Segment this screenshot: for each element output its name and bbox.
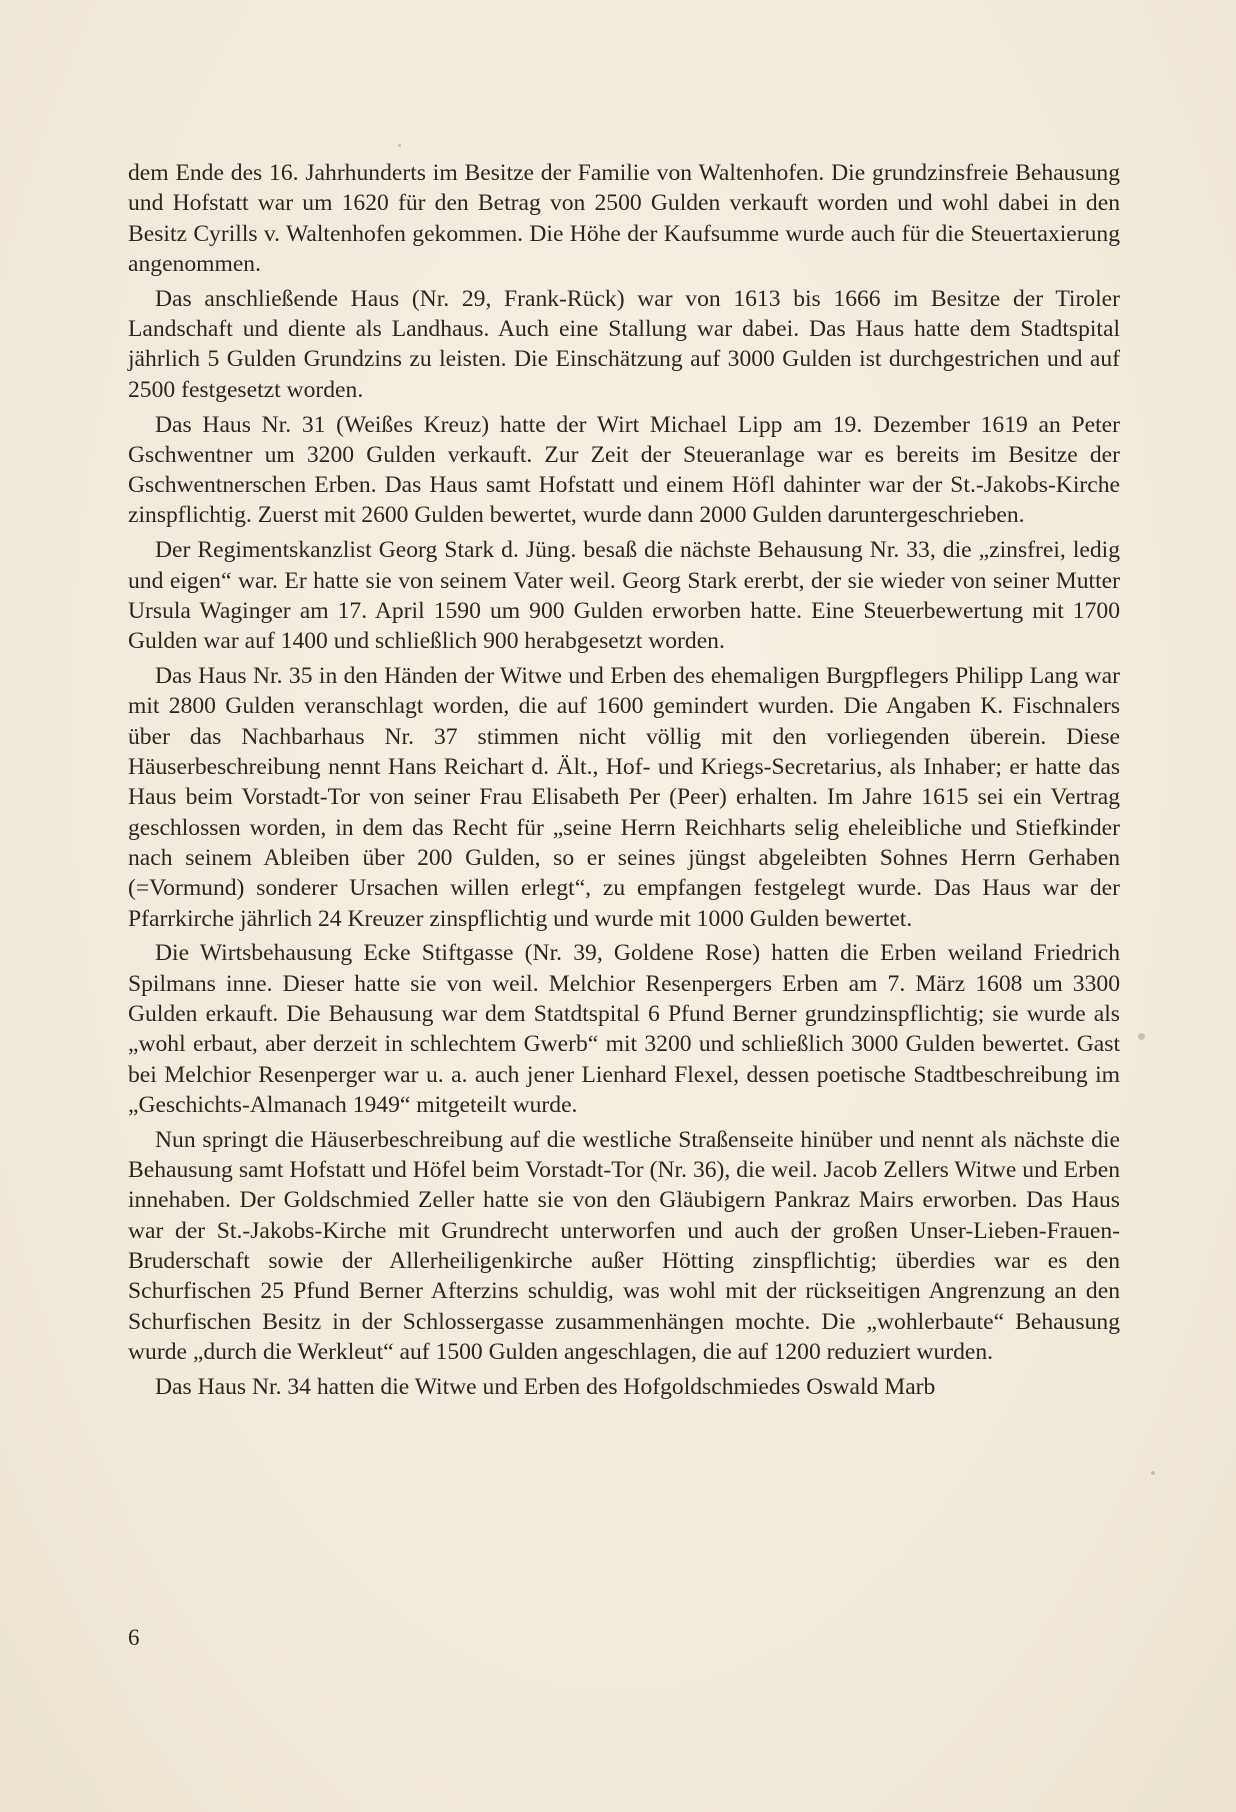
paragraph: Die Wirtsbehausung Ecke Stiftgasse (Nr. 39, Goldene Rose) hatten die Erben weiland Friedrich Spilmans inne. Dieser hatte sie von weil. Melchior Resenpergers Erben am 7. März 1608 um 3300 Gulden erkauft. Die Behausung war dem Statdtspital 6 Pfund Berner grundzinspflichtig; sie wurde als „wohl erbaut, aber derzeit in schlechtem Gwerb“ mit 3200 und schließlich 3000 Gulden bewertet. Gast bei Melchior Resenperger war u. a. auch jener Lienhard Flexel, dessen poetische Stadtbeschreibung im „Geschichts-Almanach 1949“ mitgeteilt wurde. [128,940,1120,1118]
paragraph: Das anschließende Haus (Nr. 29, Frank-Rück) war von 1613 bis 1666 im Besitze der Tiroler Landschaft und diente als Landhaus. Auch eine Stallung war dabei. Das Haus hatte dem Stadtspital jährlich 5 Gulden Grundzins zu leisten. Die Einschätzung auf 3000 Gulden ist durchgestrichen und auf 2500 festgesetzt worden. [128,285,1120,403]
paragraph: dem Ende des 16. Jahrhunderts im Besitze der Familie von Waltenhofen. Die grundzinsfreie Behausung und Hofstatt war um 1620 für den Betrag von 2500 Gulden verkauft worden und wohl dabei in den Besitz Cyrills v. Waltenhofen gekommen. Die Höhe der Kaufsumme wurde auch für die Steuertaxierung angenommen. [128,160,1120,277]
page-number: 6 [128,1625,140,1650]
paper-speck [398,144,401,147]
body-text [128,158,1120,1407]
paper-speck [1151,1471,1155,1475]
paper-speck [1138,1033,1145,1040]
paragraph: Das Haus Nr. 34 hatten die Witwe und Erben des Hofgoldschmiedes Oswald Marb [155,1373,936,1400]
paragraph: Nun springt die Häuserbeschreibung auf die westliche Straßenseite hinüber und nennt als nächste die Behausung samt Hofstatt und Höfel beim Vorstadt-Tor (Nr. 36), die weil. Jacob Zellers Witwe und Erben innehaben. Der Goldschmied Zeller hatte sie von den Gläubigern Pankraz Mairs erworben. Das Haus war der St.-Jakobs-Kirche mit Grundrecht unterworfen und auch der großen Unser-Lieben-Frauen-Bruderschaft sowie der Allerheiligenkirche außer Hötting zinspflichtig; überdies war es den Schurfischen 25 Pfund Berner Afterzins schuldig, was wohl mit der rückseitigen Angrenzung an den Schurfischen Besitz in der Schlossergasse zusammenhängen mochte. Die „wohlerbaute“ Behausung wurde „durch die Werkleut“ auf 1500 Gulden angeschlagen, die auf 1200 reduziert wurden. [128,1126,1120,1365]
paragraph: Der Regimentskanzlist Georg Stark d. Jüng. besaß die nächste Behausung Nr. 33, die „zinsfrei, ledig und eigen“ war. Er hatte sie von seinem Vater weil. Georg Stark ererbt, der sie wieder von seiner Mutter Ursula Waginger am 17. April 1590 um 900 Gulden erworben hatte. Eine Steuerbewertung mit 1700 Gulden war auf 1400 und schließlich 900 herabgesetzt worden. [128,537,1120,655]
paragraph: Das Haus Nr. 35 in den Händen der Witwe und Erben des ehemaligen Burgpflegers Philipp Lang war mit 2800 Gulden veranschlagt worden, die auf 1600 gemindert wurden. Die Angaben K. Fischnalers über das Nachbarhaus Nr. 37 stimmen nicht völlig mit den vorliegenden überein. Diese Häuserbeschreibung nennt Hans Reichart d. Ält., Hof- und Kriegs-Secretarius, als Inhaber; er hatte das Haus beim Vorstadt-Tor von seiner Frau Elisabeth Per (Peer) erhalten. Im Jahre 1615 sei ein Vertrag geschlossen worden, in dem das Recht für „seine Herrn Reichharts selig eheleibliche und Stiefkinder nach seinem Ableiben über 200 Gulden, so er seines jüngst abgeleibten Sohnes Herrn Gerhaben (=Vormund) sonderer Ursachen willen erlegt“, zu empfangen festgelegt wurde. Das Haus war der Pfarrkirche jährlich 24 Kreuzer zinspflichtig und wurde mit 1000 Gulden bewertet. [128,663,1120,932]
paragraph: Das Haus Nr. 31 (Weißes Kreuz) hatte der Wirt Michael Lipp am 19. Dezember 1619 an Peter Gschwentner um 3200 Gulden verkauft. Zur Zeit der Steueranlage war es bereits im Besitze der Gschwentnerschen Erben. Das Haus samt Hofstatt und einem Höfl dahinter war der St.-Jakobs-Kirche zinspflichtig. Zuerst mit 2600 Gulden bewertet, wurde dann 2000 Gulden daruntergeschrieben. [128,411,1120,529]
